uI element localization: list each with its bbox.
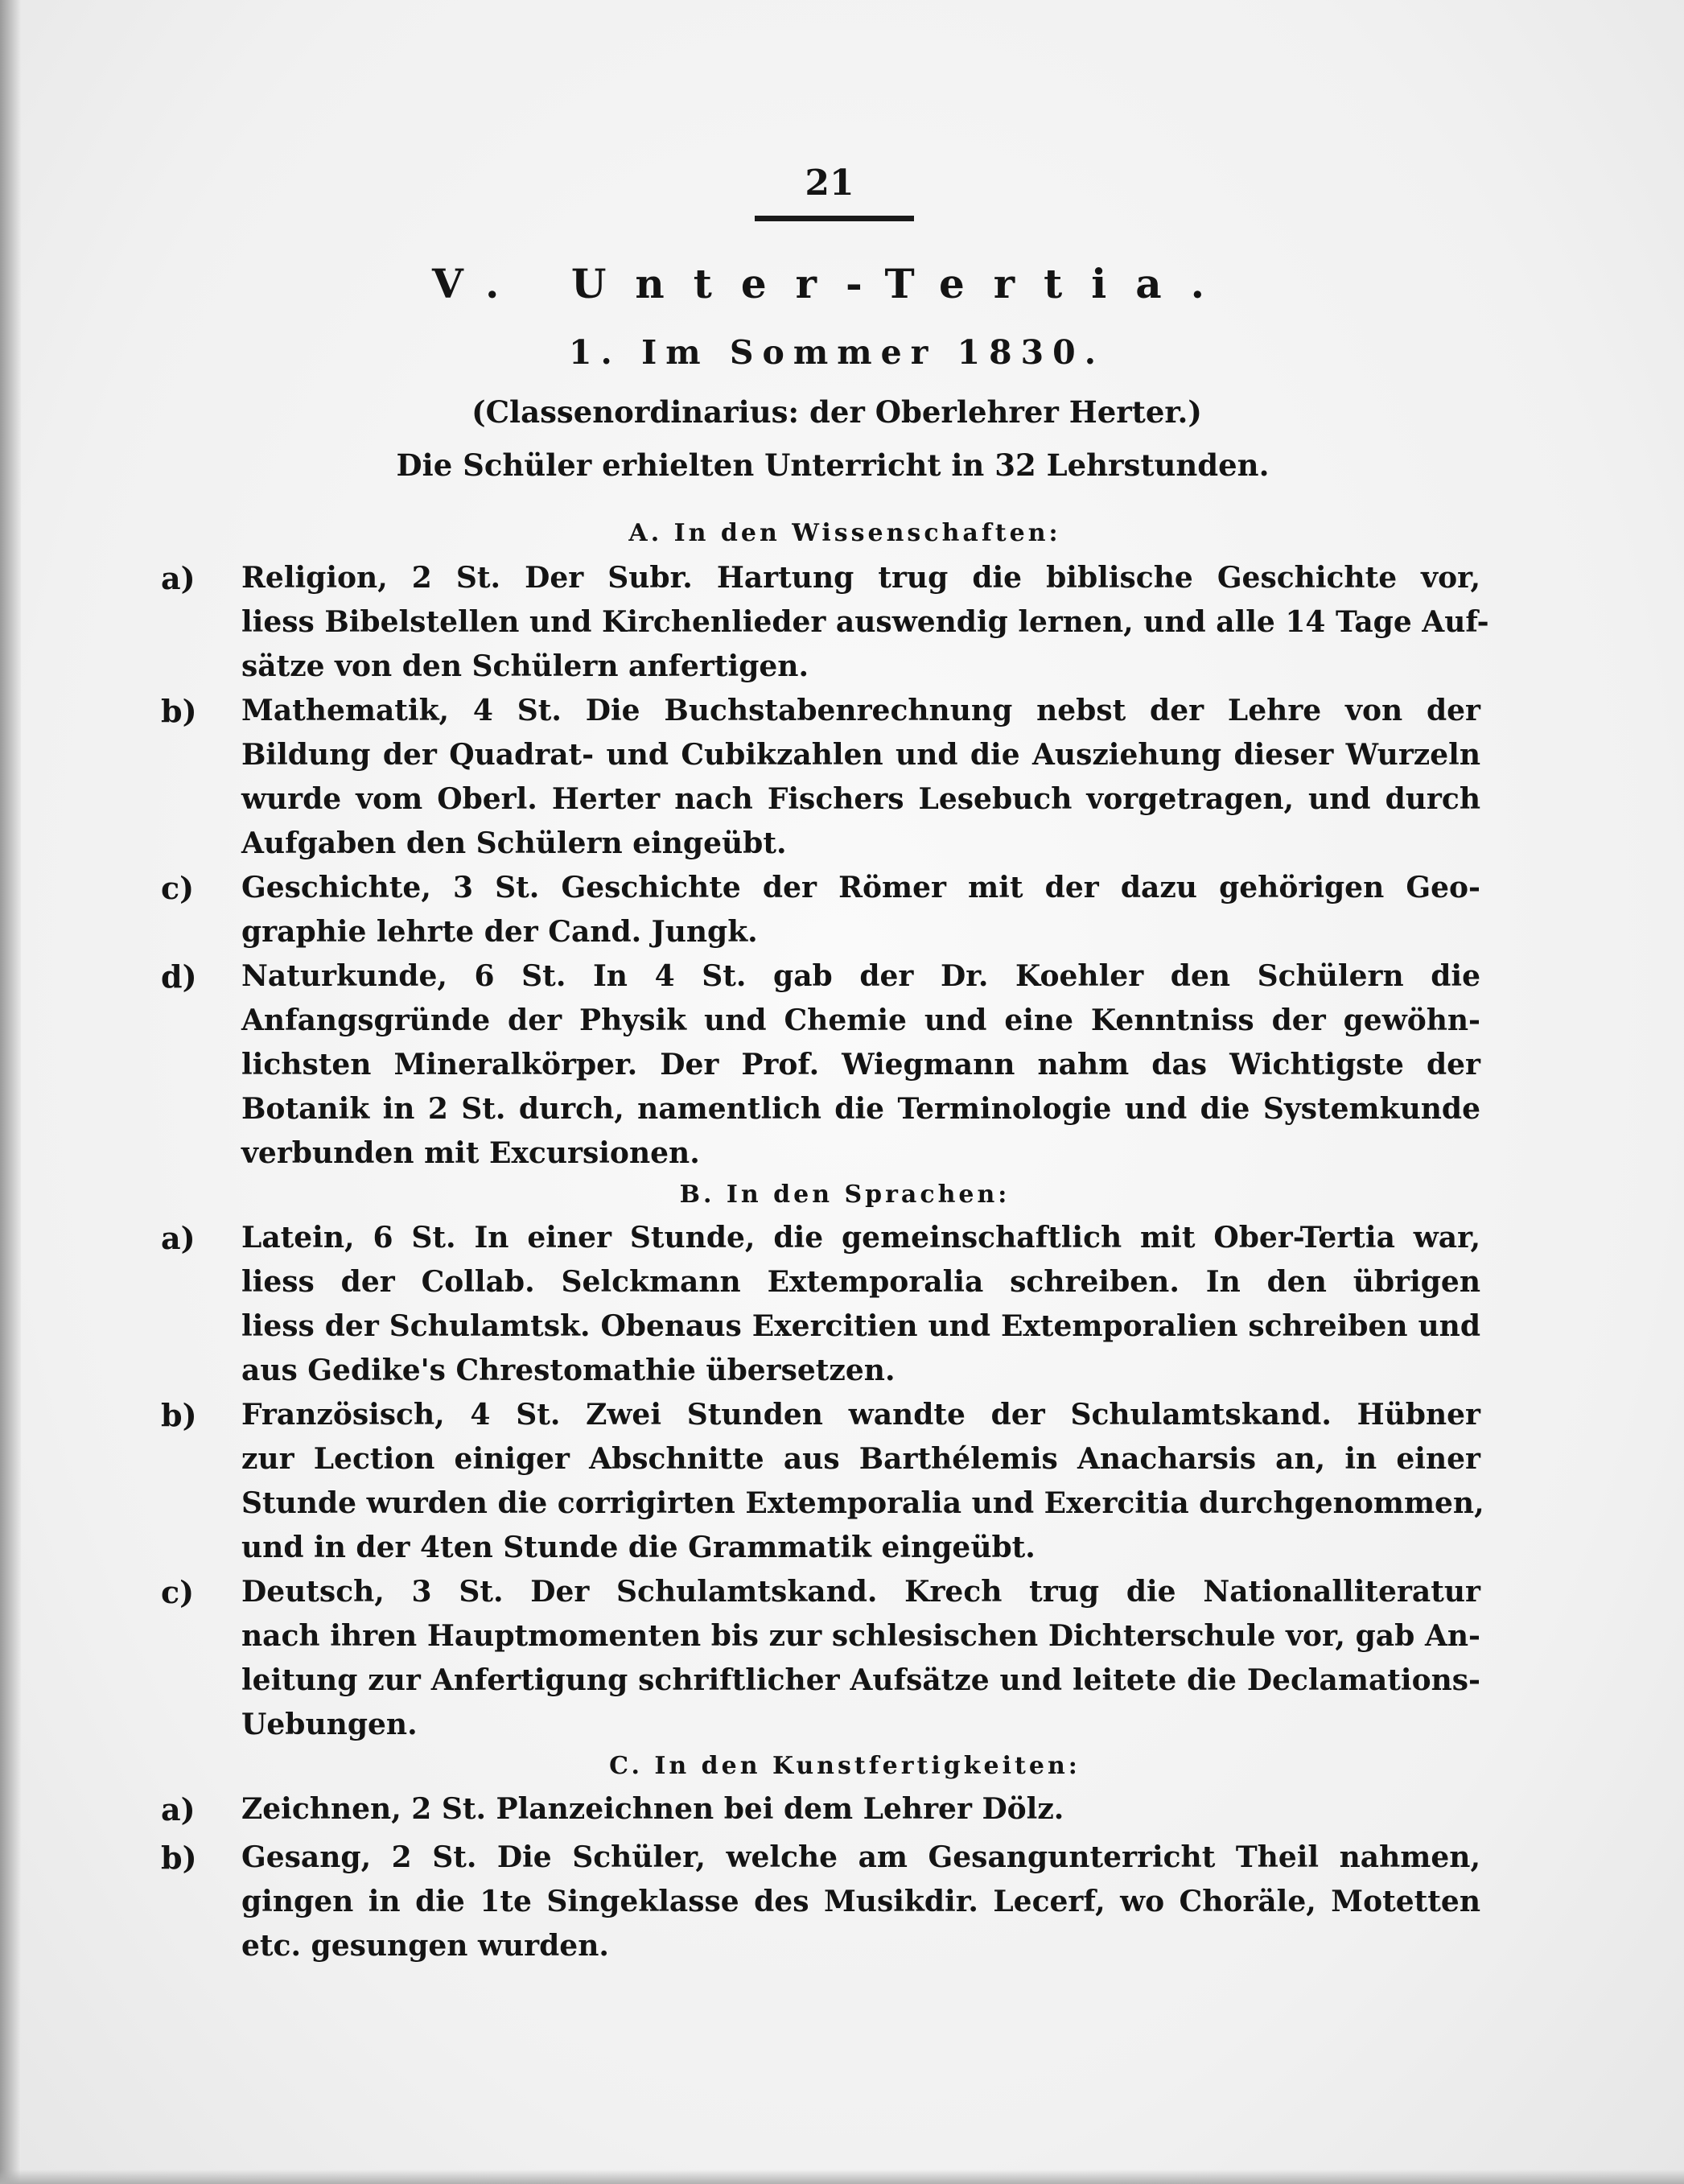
item-text-line: aus Gedike's Chrestomathie übersetzen. — [241, 1354, 896, 1387]
page-bottom-shadow — [0, 2170, 1684, 2184]
item-text-line: sätze von den Schülern anfertigen. — [241, 649, 809, 683]
item-text-line: zur Lection einiger Abschnitte aus Barthélemis Anacharsis an, in einer — [241, 1442, 1480, 1476]
item-text-line: Anfangsgründe der Physik und Chemie und eine Kenntniss der gewöhn- — [241, 1003, 1480, 1037]
item-text-line: Aufgaben den Schülern eingeübt. — [241, 826, 787, 860]
item-text-line: liess der Collab. Selckmann Extemporalia schreiben. In den übrigen — [241, 1265, 1480, 1299]
item-text-line: liess Bibelstellen und Kirchenlieder auswendig lernen, und alle 14 Tage Auf- — [241, 605, 1489, 639]
item-label: b) — [161, 1397, 197, 1433]
item-text-line: Französisch, 4 St. Zwei Stunden wandte der Schulamtskand. Hübner — [241, 1398, 1480, 1432]
item-text-line: Latein, 6 St. In einer Stunde, die gemeinschaftlich mit Ober-Tertia war, — [241, 1221, 1480, 1255]
item-text-line: Stunde wurden die corrigirten Extemporalia und Exercitia durchgenommen, — [241, 1486, 1484, 1520]
item-text-line: etc. gesungen wurden. — [241, 1929, 609, 1963]
item-text-line: Gesang, 2 St. Die Schüler, welche am Gesangunterricht Theil nahmen, — [241, 1840, 1480, 1874]
item-text-line: graphie lehrte der Cand. Jungk. — [241, 915, 758, 949]
item-label: d) — [161, 958, 197, 995]
item-text-line: leitung zur Anfertigung schriftlicher Aufsätze und leitete die Declamations- — [241, 1663, 1480, 1697]
sub-title: 1. Im Sommer 1830. — [569, 333, 1105, 372]
item-text-line: gingen in die 1te Singeklasse des Musikdir. Lecerf, wo Choräle, Motetten — [241, 1885, 1480, 1918]
item-text-line: Religion, 2 St. Der Subr. Hartung trug die biblische Geschichte vor, — [241, 561, 1480, 595]
item-text-line: Bildung der Quadrat- und Cubikzahlen und die Ausziehung dieser Wurzeln — [241, 738, 1480, 772]
item-text-line: Deutsch, 3 St. Der Schulamtskand. Krech trug die Nationalliteratur — [241, 1575, 1480, 1609]
item-text-line: lichsten Mineralkörper. Der Prof. Wiegmann nahm das Wichtigste der — [241, 1048, 1480, 1082]
intro-sentence: Die Schüler erhielten Unterricht in 32 Lehrstunden. — [396, 447, 1270, 483]
header-rule — [755, 216, 914, 221]
class-ordinarius: (Classenordinarius: der Oberlehrer Herter.) — [471, 394, 1202, 430]
item-text-line: Mathematik, 4 St. Die Buchstabenrechnung nebst der Lehre von der — [241, 694, 1480, 727]
item-text-line: liess der Schulamtsk. Obenaus Exercitien und Extemporalien schreiben und — [241, 1309, 1480, 1343]
page-edge-shadow — [0, 0, 21, 2184]
item-text-line: wurde vom Oberl. Herter nach Fischers Lesebuch vorgetragen, und durch — [241, 782, 1480, 816]
item-label: a) — [161, 1220, 196, 1256]
item-text-line: nach ihren Hauptmomenten bis zur schlesischen Dichterschule vor, gab An- — [241, 1619, 1480, 1653]
item-label: a) — [161, 1791, 196, 1828]
item-text-line: Geschichte, 3 St. Geschichte der Römer mit der dazu gehörigen Geo- — [241, 871, 1480, 905]
group-heading-wissenschaften: A. In den Wissenschaften: — [628, 519, 1061, 547]
item-text-line: Naturkunde, 6 St. In 4 St. gab der Dr. Koehler den Schülern die — [241, 959, 1480, 993]
item-label: b) — [161, 693, 197, 729]
item-label: a) — [161, 560, 196, 596]
page-number: 21 — [805, 163, 854, 204]
group-heading-sprachen: B. In den Sprachen: — [679, 1181, 1011, 1209]
item-label: b) — [161, 1840, 197, 1876]
item-text-line: Zeichnen, 2 St. Planzeichnen bei dem Lehrer Dölz. — [241, 1792, 1064, 1826]
item-text-line: Uebungen. — [241, 1708, 418, 1741]
item-text-line: und in der 4ten Stunde die Grammatik eingeübt. — [241, 1531, 1036, 1564]
section-title: V. Unter-Tertia. — [431, 260, 1234, 307]
item-text-line: verbunden mit Excursionen. — [241, 1136, 700, 1170]
item-text-line: Botanik in 2 St. durch, namentlich die Terminologie und die Systemkunde — [241, 1092, 1480, 1126]
item-label: c) — [161, 1574, 195, 1610]
item-label: c) — [161, 870, 195, 906]
group-heading-kunstfertigkeiten: C. In den Kunstfertigkeiten: — [609, 1752, 1081, 1780]
